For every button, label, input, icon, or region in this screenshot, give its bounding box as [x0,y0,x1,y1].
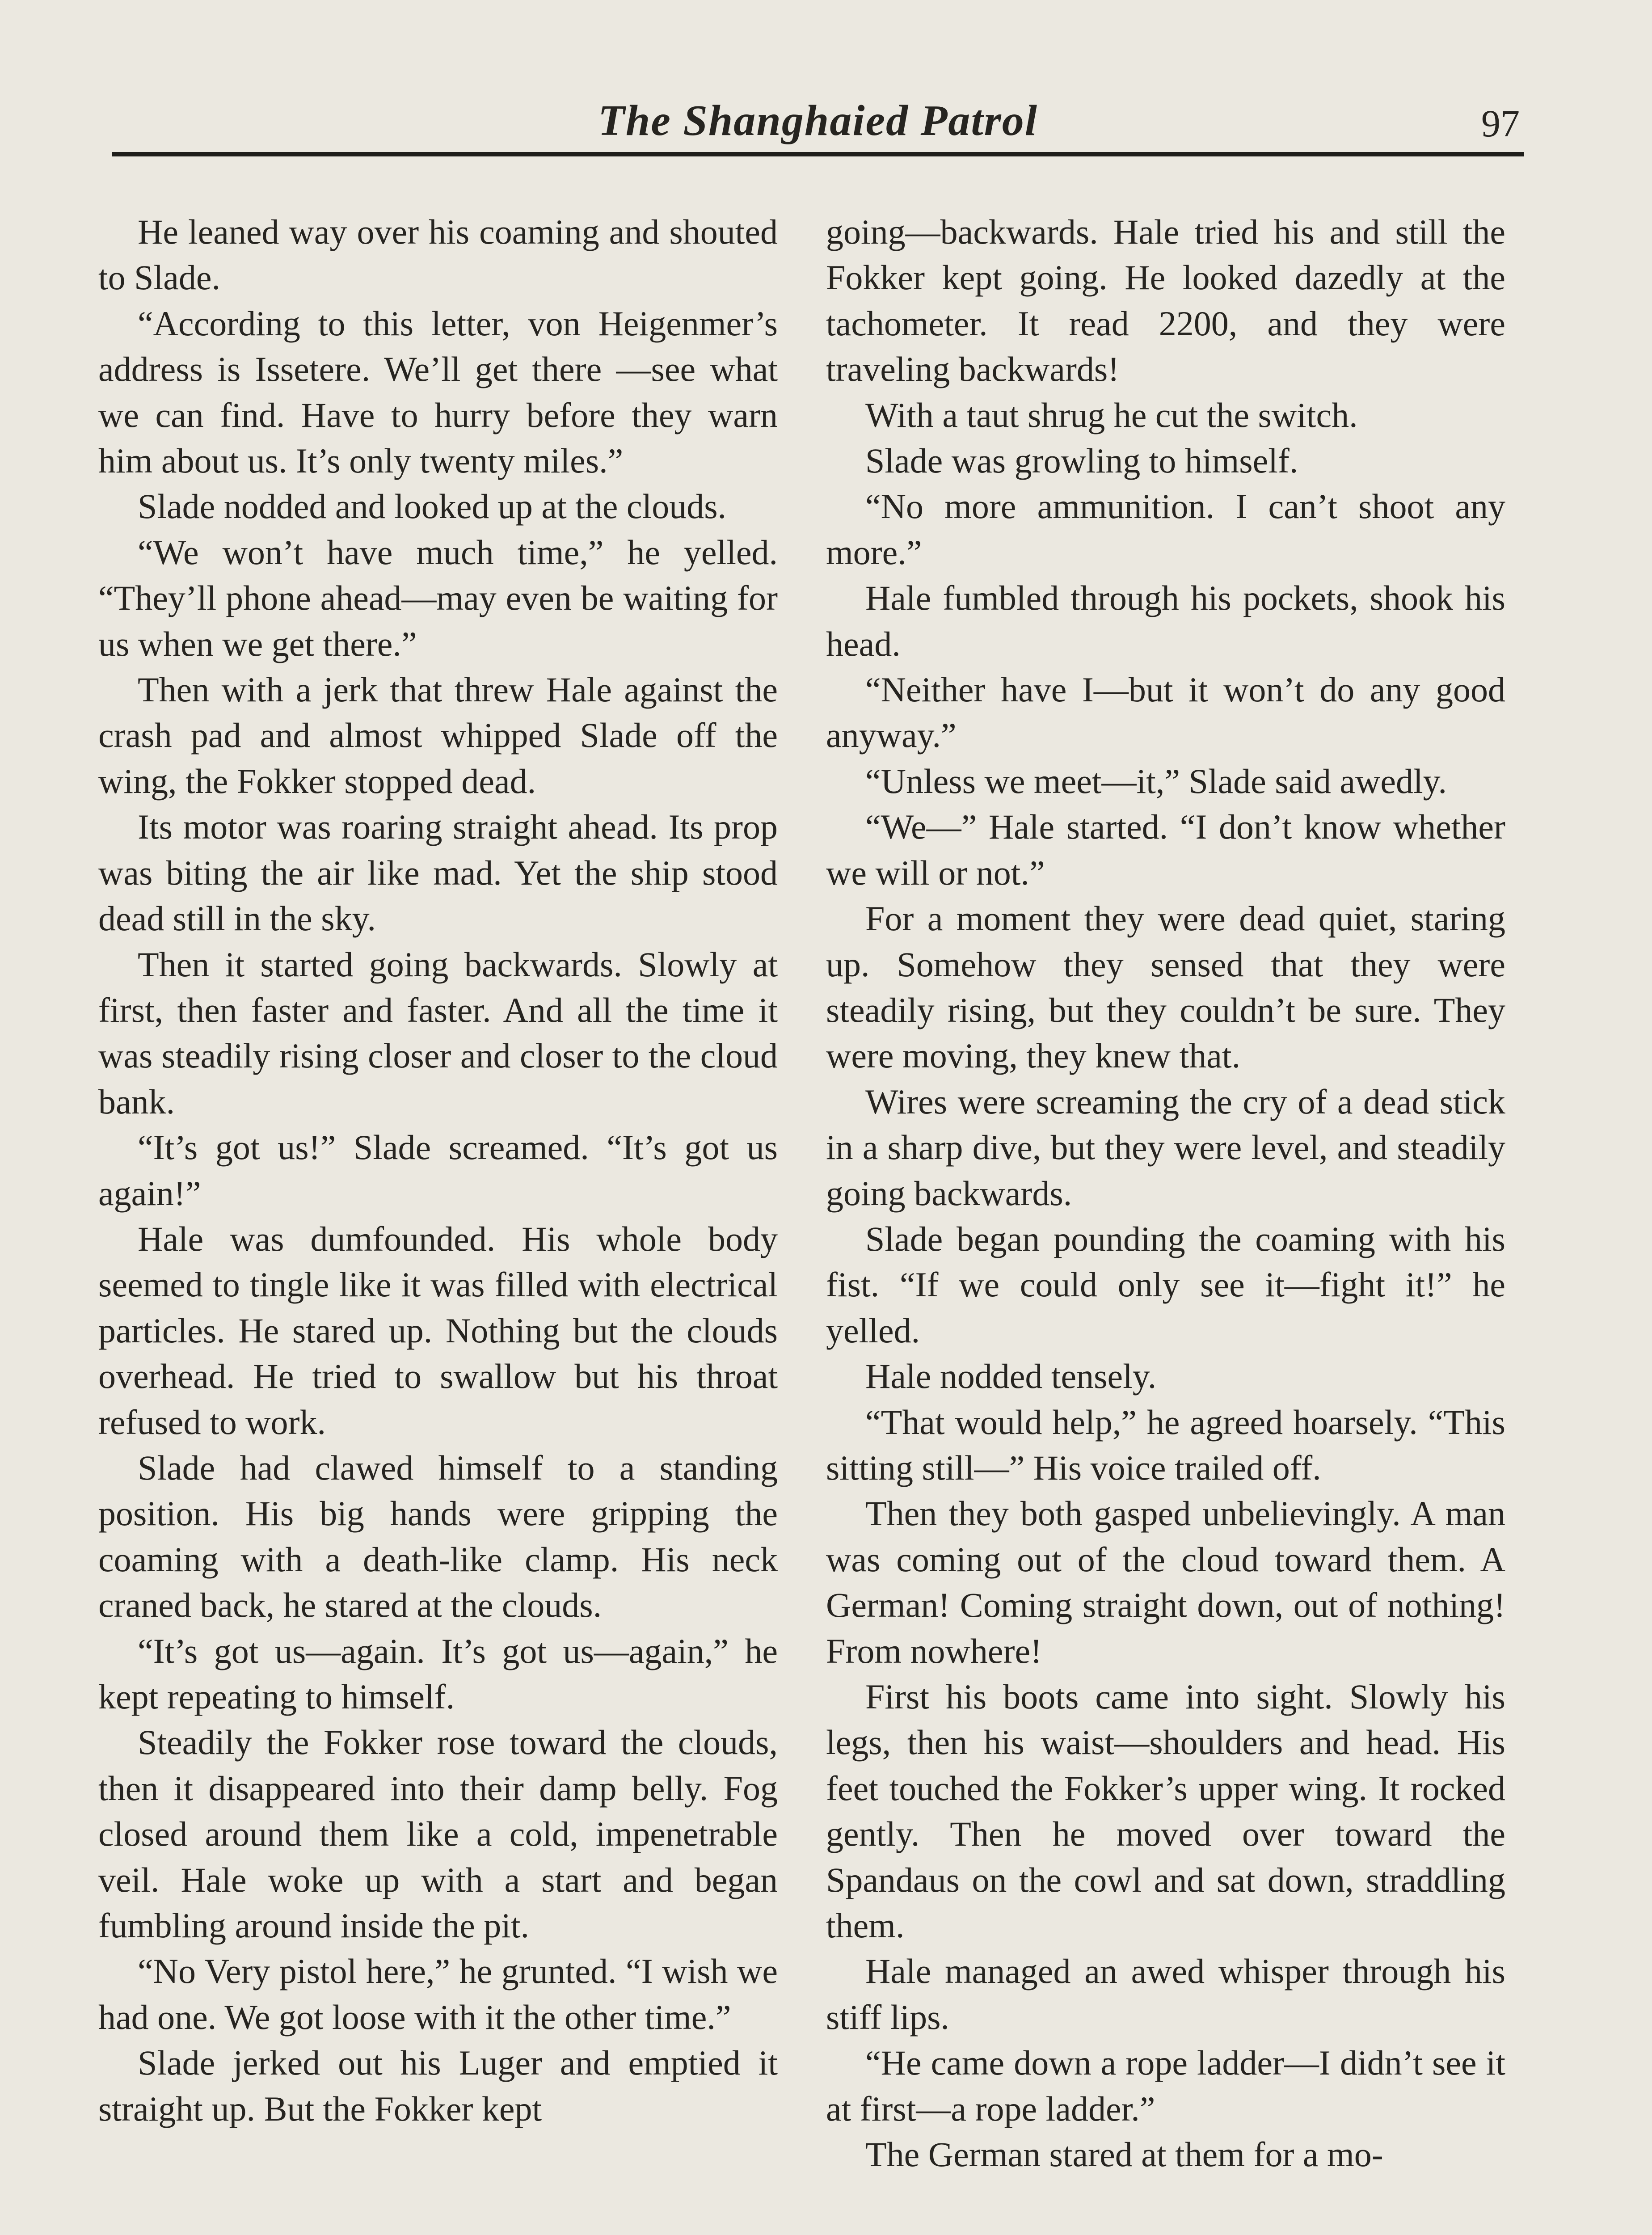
paragraph: “No more ammunition. I can’t shoot any more.” [826,487,1505,572]
paragraph: “We won’t have much time,” he yelled. “They’ll phone ahead—may even be waiting for us when we get there.” [98,532,778,663]
paragraph: Slade had clawed himself to a standing position. His big hands were gripping the coaming with a death-like clamp. His neck craned back, he stared at the clouds. [98,1448,778,1625]
paragraph: Hale nodded tensely. [865,1357,1157,1396]
paragraph: Then with a jerk that threw Hale against the crash pad and almost whipped Slade off the wing, the Fokker stopped dead. [98,670,778,801]
paragraph: Hale was dumfounded. His whole body seemed to tingle like it was filled with electrical particles. He stared up. Nothing but the clouds overhead. He tried to swallow but his throat refused to work. [98,1219,778,1442]
paragraph: Steadily the Fokker rose toward the clouds, then it disappeared into their damp belly. Fog closed around them like a cold, impenetrable veil. Hale woke up with a start and began fumbling around inside the pit. [98,1723,778,1945]
paragraph: Hale managed an awed whisper through his stiff lips. [826,1952,1505,2037]
paragraph: going—backwards. Hale tried his and still the Fokker kept going. He looked dazedly at the tachometer. It read 2200, and they were traveling backwards! [826,212,1505,389]
paragraph: “We—” Hale started. “I don’t know whether we will or not.” [826,807,1505,892]
paragraph: “According to this letter, von Heigenmer’s address is Issetere. We’ll get there —see what we can find. Have to hurry before they warn him about us. It’s only twenty miles.” [98,304,778,481]
paragraph: For a moment they were dead quiet, staring up. Somehow they sensed that they were steadily rising, but they couldn’t be sure. They were moving, they knew that. [826,899,1505,1075]
paragraph: “Unless we meet—it,” Slade said awedly. [865,761,1447,801]
paragraph: First his boots came into sight. Slowly his legs, then his waist—shoulders and head. His feet touched the Fokker’s upper wing. It rocked gently. Then he moved over toward the Spandaus on the cowl and sat down, straddling them. [826,1677,1505,1945]
paragraph: Slade began pounding the coaming with his fist. “If we could only see it—fight it!” he yelled. [826,1219,1505,1350]
paragraph: He leaned way over his coaming and shouted to Slade. [98,212,778,297]
paragraph: The German stared at them for a mo- [865,2135,1383,2174]
paragraph: “Neither have I—but it won’t do any good anyway.” [826,670,1505,755]
paragraph: Slade jerked out his Luger and emptied it straight up. But the Fokker kept [98,2043,778,2128]
paragraph: Then they both gasped unbelievingly. A man was coming out of the cloud toward them. A German! Coming straight down, out of nothing! From nowhere! [826,1494,1505,1670]
paragraph: “No Very pistol here,” he grunted. “I wish we had one. We got loose with it the other time.” [98,1952,778,2037]
paragraph: “It’s got us!” Slade screamed. “It’s got us again!” [98,1128,778,1213]
paragraph: “That would help,” he agreed hoarsely. “This sitting still—” His voice trailed off. [826,1402,1505,1487]
running-title: The Shanghaied Patrol [598,97,1038,145]
paragraph: Its motor was roaring straight ahead. Its prop was biting the air like mad. Yet the ship stood dead still in the sky. [98,807,778,938]
page-number: 97 [1481,102,1520,145]
paragraph: Hale fumbled through his pockets, shook his head. [826,578,1505,663]
paragraph: Wires were screaming the cry of a dead stick in a sharp dive, but they were level, and steadily going backwards. [826,1082,1505,1213]
paragraph: With a taut shrug he cut the switch. [865,395,1358,434]
page-header [112,87,1524,154]
paragraph: Slade was growling to himself. [865,441,1298,481]
paragraph: Then it started going backwards. Slowly at first, then faster and faster. And all the time it was steadily rising closer and closer to the cloud bank. [98,945,778,1121]
header-rule [112,152,1524,156]
paragraph: “He came down a rope ladder—I didn’t see it at first—a rope ladder.” [826,2043,1505,2128]
right-text-column [826,209,1505,2177]
left-text-column [98,209,778,2132]
paragraph: “It’s got us—again. It’s got us—again,” he kept repeating to himself. [98,1631,778,1716]
paragraph: Slade nodded and looked up at the clouds. [138,487,727,526]
